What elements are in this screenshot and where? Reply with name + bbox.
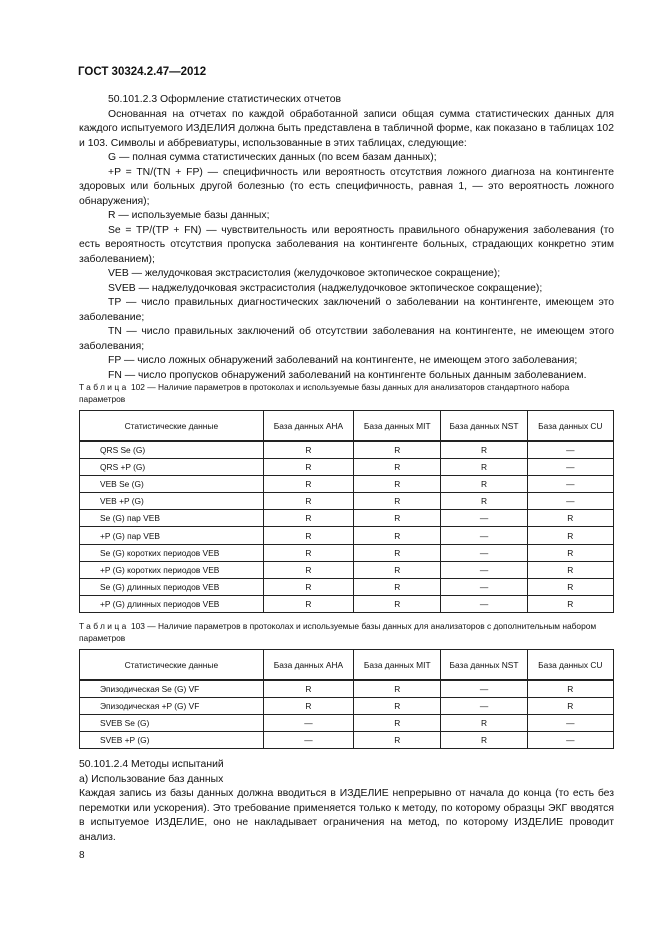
value-cell: —: [441, 527, 527, 544]
value-cell: —: [527, 493, 613, 510]
definition-item: R — используемые базы данных;: [108, 210, 270, 221]
definition-item: SVEB — наджелудочковая экстрасистолия (наджелудочковое эктопическое сокращение);: [108, 282, 543, 294]
table-row: [80, 544, 614, 561]
definition-item: TN — число правильных заключений об отсутствии заболевания на контингенте, не имеющем этого заболевания;: [79, 326, 614, 352]
row-label-cell: +P (G) длинных периодов VEB: [80, 595, 264, 612]
value-cell: R: [354, 698, 441, 715]
row-label-cell: +P (G) пар VEB: [80, 527, 264, 544]
value-cell: R: [263, 544, 353, 561]
value-cell: R: [441, 459, 527, 476]
table-102: [79, 410, 614, 613]
row-label-cell: QRS +P (G): [80, 459, 264, 476]
value-cell: R: [441, 493, 527, 510]
value-cell: R: [354, 715, 441, 732]
table-header-row: [80, 650, 614, 681]
value-cell: —: [527, 441, 613, 459]
value-cell: —: [527, 732, 613, 749]
value-cell: —: [441, 595, 527, 612]
value-cell: R: [354, 441, 441, 459]
column-header: Статистические данные: [80, 650, 264, 681]
table-row: [80, 680, 614, 698]
value-cell: R: [263, 578, 353, 595]
value-cell: R: [354, 561, 441, 578]
column-header: База данных NST: [441, 411, 527, 442]
table-row: [80, 578, 614, 595]
section-test-methods: [79, 758, 614, 845]
row-label-cell: Se (G) пар VEB: [80, 510, 264, 527]
definition-item: TP — число правильных диагностических заключений о заболевании на контингенте, имеющем это заболевание;: [79, 297, 614, 323]
value-cell: R: [263, 493, 353, 510]
value-cell: R: [263, 680, 353, 698]
section-title: 50.101.2.4 Методы испытаний: [79, 759, 224, 770]
value-cell: R: [354, 595, 441, 612]
intro-paragraph: Основанная на отчетах по каждой обработанной записи общая сумма статистических данных для каждого испытуемого ИЗДЕЛИЯ должна быть представлена в табличной форме, как показано в таблицах 102 и 103. Символы и аббревиатуры, использованные в этих таблицах, следующие:: [79, 108, 614, 149]
table-102-caption: [79, 382, 614, 405]
section-statistics-report: [79, 93, 614, 383]
caption-text: 103 — Наличие параметров в протоколах и используемые базы данных для анализаторов с дополнительным набором параметров: [79, 621, 597, 643]
value-cell: R: [263, 595, 353, 612]
table-row: [80, 510, 614, 527]
table-row: [80, 561, 614, 578]
body-paragraph: Каждая запись из базы данных должна вводиться в ИЗДЕЛИЕ непрерывно от начала до конца (то есть без перемотки или ускорения). Это требование применяется только к методу, по которому образцы ЭКГ вводятся в испытуемое ИЗДЕЛИЕ, оно не накладывает ограничения на метод, по которому ИЗДЕЛИЕ проводит анализ.: [79, 788, 614, 843]
table-header-row: [80, 411, 614, 442]
table-row: [80, 527, 614, 544]
row-label-cell: Эпизодическая Se (G) VF: [80, 680, 264, 698]
row-label-cell: VEB Se (G): [80, 476, 264, 493]
value-cell: R: [354, 527, 441, 544]
value-cell: R: [354, 578, 441, 595]
row-label-cell: QRS Se (G): [80, 441, 264, 459]
value-cell: R: [527, 544, 613, 561]
value-cell: R: [527, 595, 613, 612]
definition-item: FN — число пропусков обнаружений заболеваний на контингенте больных данным заболеванием.: [108, 369, 587, 381]
column-header: База данных АНА: [263, 411, 353, 442]
definition-item: G — полная сумма статистических данных (по всем базам данных);: [108, 152, 437, 163]
value-cell: —: [441, 578, 527, 595]
value-cell: R: [441, 441, 527, 459]
value-cell: R: [354, 493, 441, 510]
value-cell: R: [263, 441, 353, 459]
value-cell: R: [354, 459, 441, 476]
column-header: Статистические данные: [80, 411, 264, 442]
table-row: [80, 441, 614, 459]
row-label-cell: Эпизодическая +P (G) VF: [80, 698, 264, 715]
value-cell: —: [441, 510, 527, 527]
value-cell: R: [354, 510, 441, 527]
caption-label: Таблица: [79, 621, 129, 631]
value-cell: —: [527, 459, 613, 476]
value-cell: R: [354, 732, 441, 749]
table-body: [80, 680, 614, 749]
value-cell: R: [263, 459, 353, 476]
value-cell: R: [263, 698, 353, 715]
table-row: [80, 595, 614, 612]
value-cell: R: [263, 527, 353, 544]
value-cell: —: [527, 715, 613, 732]
section-title: 50.101.2.3 Оформление статистических отчетов: [108, 94, 342, 105]
value-cell: —: [441, 680, 527, 698]
definition-item: FP — число ложных обнаружений заболеваний на контингенте, не имеющем этого заболевания;: [108, 355, 578, 366]
value-cell: R: [527, 561, 613, 578]
value-cell: R: [263, 561, 353, 578]
caption-label: Таблица: [79, 382, 129, 392]
document-header: ГОСТ 30324.2.47—2012: [78, 66, 207, 78]
row-label-cell: SVEB Se (G): [80, 715, 264, 732]
value-cell: —: [441, 544, 527, 561]
value-cell: R: [354, 476, 441, 493]
column-header: База данных АНА: [263, 650, 353, 681]
value-cell: R: [527, 510, 613, 527]
page-number: 8: [79, 850, 85, 861]
row-label-cell: Se (G) длинных периодов VEB: [80, 578, 264, 595]
row-label-cell: +P (G) коротких периодов VEB: [80, 561, 264, 578]
row-label-cell: SVEB +P (G): [80, 732, 264, 749]
value-cell: R: [527, 578, 613, 595]
value-cell: R: [441, 476, 527, 493]
value-cell: R: [527, 680, 613, 698]
value-cell: R: [354, 680, 441, 698]
value-cell: R: [354, 544, 441, 561]
table-row: [80, 493, 614, 510]
table-body: [80, 441, 614, 612]
column-header: База данных CU: [527, 411, 613, 442]
value-cell: R: [441, 715, 527, 732]
table-row: [80, 715, 614, 732]
value-cell: R: [441, 732, 527, 749]
definition-item: +P = TN/(TN + FP) — специфичность или вероятность отсутствия ложного диагноза на контингенте здоровых или больных другой болезнью (то есть специфичность, равная 1, — это вероятность ложного обнаружения);: [79, 166, 614, 207]
value-cell: R: [527, 698, 613, 715]
row-label-cell: Se (G) коротких периодов VEB: [80, 544, 264, 561]
value-cell: —: [441, 698, 527, 715]
value-cell: R: [527, 527, 613, 544]
column-header: База данных MIT: [354, 650, 441, 681]
table-103: [79, 649, 614, 749]
value-cell: —: [441, 561, 527, 578]
table-row: [80, 732, 614, 749]
table-row: [80, 476, 614, 493]
table-row: [80, 459, 614, 476]
subsection-title: а) Использование баз данных: [79, 773, 224, 785]
value-cell: —: [263, 715, 353, 732]
table-103-caption: [79, 621, 614, 644]
value-cell: —: [527, 476, 613, 493]
table-row: [80, 698, 614, 715]
column-header: База данных CU: [527, 650, 613, 681]
definition-item: Se = TP/(TP + FN) — чувствительность или вероятность правильного обнаружения заболевания (то есть вероятность отсутствия пропуска заболевания на контингенте больных, страдающих конкретно этим заболеванием);: [79, 224, 614, 265]
value-cell: R: [263, 476, 353, 493]
value-cell: —: [263, 732, 353, 749]
row-label-cell: VEB +P (G): [80, 493, 264, 510]
column-header: База данных MIT: [354, 411, 441, 442]
value-cell: R: [263, 510, 353, 527]
caption-text: 102 — Наличие параметров в протоколах и используемые базы данных для анализаторов стандартного набора параметров: [79, 382, 570, 404]
definition-item: VEB — желудочковая экстрасистолия (желудочковое эктопическое сокращение);: [108, 268, 501, 279]
column-header: База данных NST: [441, 650, 527, 681]
